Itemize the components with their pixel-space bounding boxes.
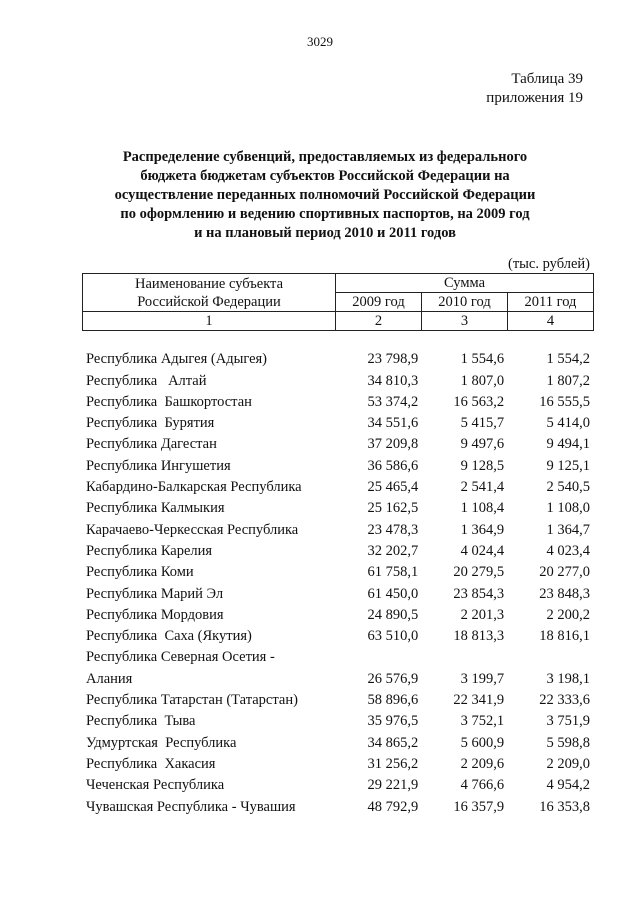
value-2010 <box>422 646 508 667</box>
value-2010: 1 364,9 <box>460 521 505 538</box>
region-name: Республика Хакасия <box>86 755 216 772</box>
value-2011: 2 200,2 <box>546 606 590 623</box>
table-row <box>86 561 594 582</box>
units-label: (тыс. рублей) <box>508 256 590 272</box>
value-2009: 48 792,9 <box>367 798 419 815</box>
value-2010: 9 497,6 <box>460 436 505 453</box>
table-row <box>86 753 594 774</box>
value-2009: 34 810,3 <box>367 372 419 389</box>
value-2010: 4 024,4 <box>460 542 505 559</box>
value-2010: 16 357,9 <box>453 798 505 815</box>
value-2011: 16 353,8 <box>539 798 590 815</box>
region-name: Республика Коми <box>86 564 194 581</box>
value-2009: 25 465,4 <box>367 479 419 496</box>
value-2010: 5 600,9 <box>460 734 505 751</box>
region-name: Республика Адыгея (Адыгея) <box>86 351 268 368</box>
column-number-1: 1 <box>83 312 336 331</box>
value-2009: 24 890,5 <box>367 606 419 623</box>
region-name: Республика Калмыкия <box>86 500 225 517</box>
header-name-line2: Российской Федерации <box>137 293 281 310</box>
value-2010: 1 108,4 <box>460 500 505 517</box>
value-2010: 9 128,5 <box>460 457 505 474</box>
table-row <box>86 774 594 795</box>
region-name: Республика Северная Осетия - <box>86 649 275 666</box>
table-row <box>86 518 594 539</box>
value-2010: 2 209,6 <box>460 755 505 772</box>
value-2011: 1 108,0 <box>546 500 590 517</box>
value-2009: 34 551,6 <box>367 415 419 432</box>
value-2011: 2 540,5 <box>546 479 590 496</box>
data-table <box>86 348 594 817</box>
value-2011: 9 494,1 <box>546 436 590 453</box>
region-name: Чувашская Республика - Чувашия <box>86 798 296 815</box>
value-2009: 23 798,9 <box>367 351 419 368</box>
column-number-3: 3 <box>422 312 508 331</box>
value-2011: 1 807,2 <box>546 372 590 389</box>
table-row <box>86 476 594 497</box>
region-name: Карачаево-Черкесская Республика <box>86 521 299 538</box>
region-name: Удмуртская Республика <box>86 734 237 751</box>
value-2011: 2 209,0 <box>546 755 590 772</box>
value-2011: 3 751,9 <box>546 713 590 730</box>
table-reference <box>486 70 583 108</box>
region-name: Республика Башкортостан <box>86 393 252 410</box>
table-row <box>86 731 594 752</box>
value-2009: 61 450,0 <box>367 585 419 602</box>
value-2009: 63 510,0 <box>367 628 419 645</box>
value-2010: 18 813,3 <box>453 628 505 645</box>
document-title <box>90 148 560 243</box>
value-2011: 5 598,8 <box>546 734 590 751</box>
value-2011: 23 848,3 <box>539 585 590 602</box>
region-name: Республика Бурятия <box>86 415 215 432</box>
value-2010: 5 415,7 <box>460 415 505 432</box>
value-2009: 26 576,9 <box>367 670 419 687</box>
table-row <box>86 689 594 710</box>
value-2009 <box>336 646 422 667</box>
region-name: Республика Татарстан (Татарстан) <box>86 692 298 709</box>
column-header-2011: 2011 год <box>508 293 594 312</box>
value-2009: 31 256,2 <box>367 755 419 772</box>
title-line: осуществление переданных полномочий Российской Федерации <box>114 187 536 203</box>
value-2011: 3 198,1 <box>546 670 590 687</box>
value-2011: 1 554,2 <box>546 351 590 368</box>
table-row <box>86 497 594 518</box>
region-name: Республика Тыва <box>86 713 196 730</box>
value-2010: 2 201,3 <box>460 606 505 623</box>
value-2011: 5 414,0 <box>546 415 590 432</box>
table-header <box>82 273 594 331</box>
value-2010: 1 807,0 <box>460 372 505 389</box>
page-number: 3029 <box>307 34 333 49</box>
header-name-line1: Наименование субъекта <box>134 275 284 292</box>
value-2009: 61 758,1 <box>367 564 419 581</box>
column-number-4: 4 <box>508 312 594 331</box>
title-line: по оформлению и ведению спортивных паспортов, на 2009 год <box>120 206 530 222</box>
table-row <box>86 369 594 390</box>
region-name: Республика Саха (Якутия) <box>86 628 252 645</box>
value-2009: 35 976,5 <box>367 713 419 730</box>
value-2011: 22 333,6 <box>539 692 590 709</box>
value-2011: 4 023,4 <box>546 542 590 559</box>
value-2010: 23 854,3 <box>453 585 505 602</box>
value-2009: 29 221,9 <box>367 777 419 794</box>
table-row <box>86 667 594 688</box>
region-name: Алания <box>86 670 133 687</box>
value-2011: 9 125,1 <box>546 457 590 474</box>
column-header-2009: 2009 год <box>336 293 422 312</box>
value-2011: 16 555,5 <box>539 393 590 410</box>
value-2010: 1 554,6 <box>460 351 505 368</box>
value-2010: 16 563,2 <box>453 393 505 410</box>
column-header-sum: Сумма <box>336 274 594 293</box>
value-2011: 20 277,0 <box>539 564 590 581</box>
table-number: Таблица 39 <box>511 71 583 87</box>
value-2011: 4 954,2 <box>546 777 590 794</box>
value-2009: 25 162,5 <box>367 500 419 517</box>
table-row <box>86 454 594 475</box>
region-name: Республика Ингушетия <box>86 457 231 474</box>
table-row <box>86 625 594 646</box>
column-number-2: 2 <box>336 312 422 331</box>
table-row <box>86 433 594 454</box>
value-2011: 1 364,7 <box>546 521 590 538</box>
title-line: Распределение субвенций, предоставляемых из федерального <box>122 149 528 165</box>
table-row <box>86 604 594 625</box>
table-row <box>86 540 594 561</box>
table-row <box>86 710 594 731</box>
title-line: и на плановый период 2010 и 2011 годов <box>194 225 456 241</box>
value-2009: 36 586,6 <box>367 457 419 474</box>
value-2011 <box>508 646 594 667</box>
appendix-number: приложения 19 <box>486 90 583 106</box>
region-name: Республика Мордовия <box>86 606 224 623</box>
region-name: Республика Алтай <box>86 372 207 389</box>
value-2009: 37 209,8 <box>367 436 419 453</box>
value-2009: 32 202,7 <box>367 542 419 559</box>
value-2009: 58 896,6 <box>367 692 419 709</box>
table-row <box>86 646 594 667</box>
value-2011: 18 816,1 <box>539 628 590 645</box>
region-name: Республика Марий Эл <box>86 585 224 602</box>
column-header-2010: 2010 год <box>422 293 508 312</box>
value-2010: 3 752,1 <box>460 713 505 730</box>
column-header-name <box>83 274 336 312</box>
value-2010: 3 199,7 <box>460 670 505 687</box>
table-row <box>86 391 594 412</box>
title-line: бюджета бюджетам субъектов Российской Федерации на <box>140 168 510 184</box>
table-row <box>86 348 594 369</box>
table-row <box>86 412 594 433</box>
region-name: Чеченская Республика <box>86 777 225 794</box>
table-row <box>86 582 594 603</box>
value-2010: 20 279,5 <box>453 564 505 581</box>
region-name: Республика Дагестан <box>86 436 217 453</box>
value-2010: 22 341,9 <box>453 692 505 709</box>
table-row <box>86 795 594 816</box>
region-name: Кабардино-Балкарская Республика <box>86 479 302 496</box>
value-2010: 4 766,6 <box>460 777 505 794</box>
value-2009: 53 374,2 <box>367 393 419 410</box>
value-2009: 34 865,2 <box>367 734 419 751</box>
value-2010: 2 541,4 <box>460 479 505 496</box>
region-name: Республика Карелия <box>86 542 213 559</box>
value-2009: 23 478,3 <box>367 521 419 538</box>
